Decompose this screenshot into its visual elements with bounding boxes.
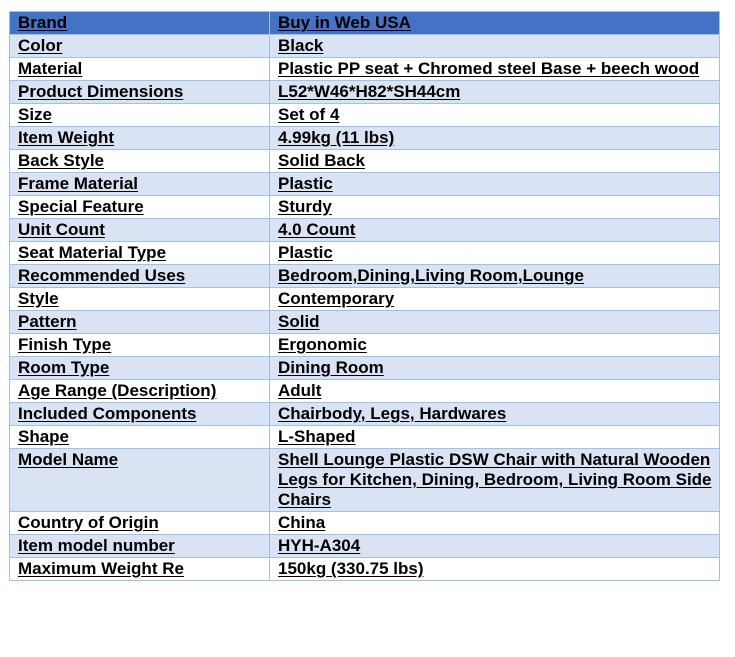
spec-row <box>10 311 720 334</box>
spec-key: Style <box>10 288 270 311</box>
spec-value: Sturdy <box>270 196 720 219</box>
spec-row <box>10 334 720 357</box>
spec-key: Item model number <box>10 535 270 558</box>
spec-value: Solid Back <box>270 150 720 173</box>
spec-key: Recommended Uses <box>10 265 270 288</box>
spec-row <box>10 81 720 104</box>
spec-value: 4.99kg (11 lbs) <box>270 127 720 150</box>
spec-row <box>10 265 720 288</box>
spec-row <box>10 104 720 127</box>
spec-key: Pattern <box>10 311 270 334</box>
spec-key: Age Range (Description) <box>10 380 270 403</box>
spec-value: L52*W46*H82*SH44cm <box>270 81 720 104</box>
spec-key: Product Dimensions <box>10 81 270 104</box>
spec-value: China <box>270 512 720 535</box>
spec-key: Material <box>10 58 270 81</box>
spec-value: Plastic PP seat + Chromed steel Base + beech wood <box>270 58 720 81</box>
spec-key: Size <box>10 104 270 127</box>
spec-value: Plastic <box>270 173 720 196</box>
spec-value: 150kg (330.75 lbs) <box>270 558 720 581</box>
spec-row <box>10 357 720 380</box>
spec-value: Solid <box>270 311 720 334</box>
spec-row <box>10 242 720 265</box>
spec-row <box>10 558 720 581</box>
spec-row <box>10 512 720 535</box>
spec-value: Chairbody, Legs, Hardwares <box>270 403 720 426</box>
spec-value: Shell Lounge Plastic DSW Chair with Natural Wooden Legs for Kitchen, Dining, Bedroom, Living Room Side Chairs <box>270 449 720 512</box>
spec-row <box>10 403 720 426</box>
spec-value: Dining Room <box>270 357 720 380</box>
spec-value: 4.0 Count <box>270 219 720 242</box>
spec-key: Unit Count <box>10 219 270 242</box>
spec-key: Included Components <box>10 403 270 426</box>
spec-row <box>10 150 720 173</box>
spec-key: Room Type <box>10 357 270 380</box>
spec-value: Black <box>270 35 720 58</box>
spec-key: Seat Material Type <box>10 242 270 265</box>
brand-value: Buy in Web USA <box>270 12 720 35</box>
spec-header-row <box>10 12 720 35</box>
spec-row <box>10 35 720 58</box>
spec-key: Shape <box>10 426 270 449</box>
spec-row <box>10 380 720 403</box>
spec-key: Frame Material <box>10 173 270 196</box>
spec-key: Special Feature <box>10 196 270 219</box>
spec-value: L-Shaped <box>270 426 720 449</box>
spec-row <box>10 288 720 311</box>
spec-row <box>10 173 720 196</box>
spec-row <box>10 127 720 150</box>
product-spec-table <box>9 11 720 581</box>
spec-key: Maximum Weight Re <box>10 558 270 581</box>
spec-value: Set of 4 <box>270 104 720 127</box>
spec-key: Color <box>10 35 270 58</box>
spec-row <box>10 219 720 242</box>
spec-row <box>10 196 720 219</box>
spec-key: Model Name <box>10 449 270 512</box>
spec-row <box>10 58 720 81</box>
spec-value: Ergonomic <box>270 334 720 357</box>
spec-value: Plastic <box>270 242 720 265</box>
spec-value: Contemporary <box>270 288 720 311</box>
spec-row <box>10 535 720 558</box>
spec-key: Back Style <box>10 150 270 173</box>
spec-key: Country of Origin <box>10 512 270 535</box>
spec-row <box>10 449 720 512</box>
spec-key: Finish Type <box>10 334 270 357</box>
brand-label: Brand <box>10 12 270 35</box>
spec-value: HYH-A304 <box>270 535 720 558</box>
spec-row <box>10 426 720 449</box>
spec-key: Item Weight <box>10 127 270 150</box>
spec-value: Adult <box>270 380 720 403</box>
spec-table-body <box>10 12 720 581</box>
spec-value: Bedroom,Dining,Living Room,Lounge <box>270 265 720 288</box>
